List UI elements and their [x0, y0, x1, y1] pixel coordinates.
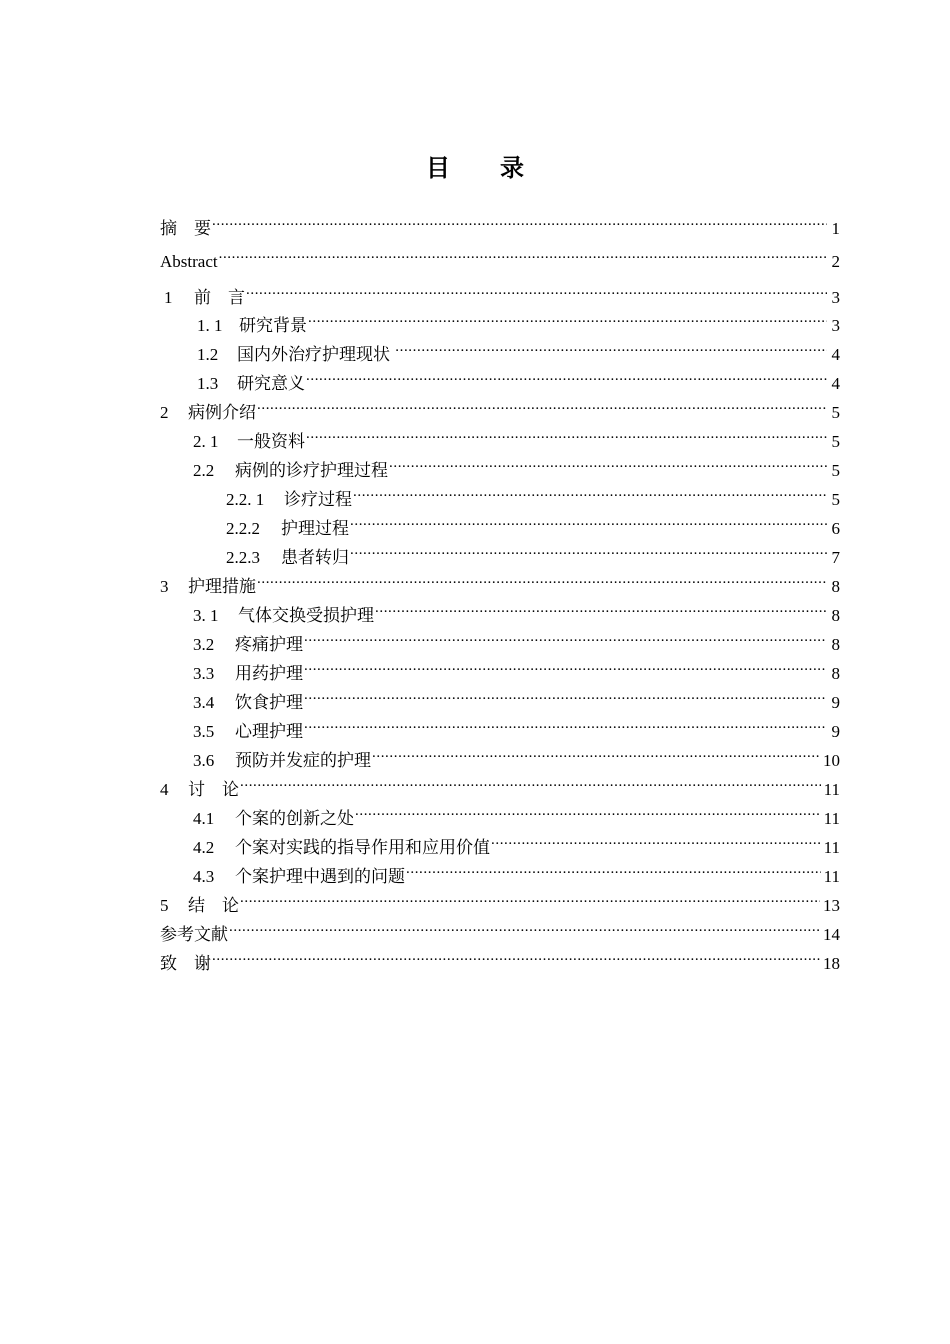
toc-page-number: 8	[831, 664, 840, 683]
toc-page-number: 11	[823, 780, 840, 799]
toc-dot-leader	[350, 537, 827, 563]
toc-entry[interactable]	[160, 827, 840, 857]
toc-entry-label: 用药护理	[235, 664, 303, 683]
toc-entry[interactable]	[160, 595, 840, 625]
toc-page-number: 11	[823, 867, 840, 886]
toc-dot-leader	[212, 208, 827, 234]
toc-dot-leader	[229, 914, 820, 940]
toc-entry-number: 4.2	[193, 838, 215, 857]
toc-entry[interactable]	[160, 682, 840, 712]
toc-entry-number: 3.3	[193, 664, 215, 683]
toc-page-number: 1	[831, 219, 840, 238]
toc-dot-leader	[355, 798, 821, 824]
toc-dot-leader	[491, 827, 821, 853]
toc-entry-label: 患者转归	[281, 548, 349, 567]
toc-dot-leader	[240, 769, 821, 795]
toc-entry[interactable]	[160, 885, 840, 915]
toc-page-number: 8	[831, 635, 840, 654]
toc-entry-label: 参考文献	[160, 925, 228, 944]
toc-page-number: 4	[831, 374, 840, 393]
toc-entry-label: 讨 论	[188, 780, 239, 799]
toc-dot-leader	[257, 566, 827, 592]
toc-page-number: 9	[831, 722, 840, 741]
toc-entry-label: 心理护理	[235, 722, 303, 741]
toc-page-number: 4	[831, 345, 840, 364]
toc-entry-number: 1.3	[197, 374, 219, 393]
toc-dot-leader	[306, 363, 827, 389]
toc-dot-leader	[246, 277, 827, 303]
toc-page-number: 5	[831, 490, 840, 509]
toc-entry[interactable]	[160, 769, 840, 799]
toc-entry-label: 个案护理中遇到的问题	[235, 867, 405, 886]
toc-entry[interactable]	[160, 566, 840, 596]
toc-entry-label: 前 言	[194, 288, 245, 307]
toc-page-number: 8	[831, 577, 840, 596]
toc-page-number: 2	[831, 252, 840, 271]
toc-entry-label: 致 谢	[160, 954, 211, 973]
toc-dot-leader	[406, 856, 821, 882]
toc-entry-number: 3	[160, 577, 169, 596]
toc-entry-number: 2.2. 1	[226, 490, 265, 509]
toc-dot-leader	[389, 450, 827, 476]
toc-page-number: 7	[831, 548, 840, 567]
toc-entry-label: 饮食护理	[235, 693, 303, 712]
toc-entry[interactable]	[160, 943, 840, 973]
toc-entry-number: 3.2	[193, 635, 215, 654]
toc-page-number: 9	[831, 693, 840, 712]
toc-entry-number: 2.2	[193, 461, 215, 480]
toc-page-number: 11	[823, 809, 840, 828]
toc-entry-label: 结 论	[188, 896, 239, 915]
toc-entry[interactable]	[160, 537, 840, 567]
toc-entry[interactable]	[160, 479, 840, 509]
toc-dot-leader	[306, 421, 827, 447]
toc-entry-label: 预防并发症的护理	[235, 751, 371, 770]
toc-entry[interactable]	[160, 363, 840, 393]
toc-entry-number: 2.2.3	[226, 548, 260, 567]
toc-entry[interactable]	[160, 208, 840, 238]
toc-entry-label: 一般资料	[237, 432, 305, 451]
toc-dot-leader	[308, 305, 827, 331]
toc-entry[interactable]	[160, 914, 840, 944]
toc-dot-leader	[212, 943, 820, 969]
toc-page-number: 13	[823, 896, 840, 915]
toc-entry-label: 研究意义	[237, 374, 305, 393]
toc-entry[interactable]	[160, 740, 840, 770]
toc-entry-number: 5	[160, 896, 169, 915]
toc-page-number: 6	[831, 519, 840, 538]
toc-page-number: 5	[831, 432, 840, 451]
toc-entry-label: 疼痛护理	[235, 635, 303, 654]
toc-dot-leader	[375, 595, 827, 621]
toc-entry[interactable]	[160, 392, 840, 422]
toc-entry[interactable]	[160, 856, 840, 886]
toc-entry-number: 3.4	[193, 693, 215, 712]
toc-entry[interactable]	[160, 334, 840, 364]
toc-entry-label: 护理措施	[188, 577, 256, 596]
toc-entry-label: 诊疗过程	[284, 490, 352, 509]
toc-entry-label: 病例的诊疗护理过程	[235, 461, 388, 480]
toc-entry[interactable]	[160, 305, 840, 335]
toc-entry-label: 国内外治疗护理现状	[237, 345, 395, 364]
toc-title: 目 录	[426, 156, 546, 182]
toc-entry-number: 2	[160, 403, 169, 422]
toc-page-number: 18	[823, 954, 840, 973]
toc-page-number: 3	[831, 316, 840, 335]
toc-entry-label: 病例介绍	[188, 403, 256, 422]
toc-dot-leader	[257, 392, 827, 418]
toc-entry-number: 3.6	[193, 751, 215, 770]
toc-dot-leader	[395, 334, 827, 360]
toc-entry[interactable]	[160, 421, 840, 451]
toc-entry-label: 护理过程	[281, 519, 349, 538]
toc-page-number: 8	[831, 606, 840, 625]
toc-entry-number: 4	[160, 780, 169, 799]
toc-entry-number: 3.5	[193, 722, 215, 741]
toc-dot-leader	[372, 740, 820, 766]
toc-entry-label: 研究背景	[239, 316, 307, 335]
toc-entry-number: 4.1	[193, 809, 215, 828]
toc-entry-label: Abstract	[160, 252, 218, 271]
toc-dot-leader	[304, 682, 827, 708]
toc-entry-number: 2. 1	[193, 432, 219, 451]
toc-page-number: 3	[831, 288, 840, 307]
toc-entry[interactable]	[160, 241, 840, 271]
toc-dot-leader	[304, 653, 827, 679]
toc-entry-number: 3. 1	[193, 606, 219, 625]
toc-dot-leader	[353, 479, 827, 505]
toc-dot-leader	[350, 508, 827, 534]
toc-entry-number: 4.3	[193, 867, 215, 886]
toc-dot-leader	[304, 711, 827, 737]
toc-entry[interactable]	[160, 450, 840, 480]
toc-page-number: 14	[823, 925, 840, 944]
toc-entry-label: 个案对实践的指导作用和应用价值	[235, 838, 490, 857]
toc-dot-leader	[304, 624, 827, 650]
toc-entry-number: 1.2	[197, 345, 219, 364]
toc-page-number: 5	[831, 403, 840, 422]
toc-entry[interactable]	[160, 711, 840, 741]
toc-entry[interactable]	[160, 798, 840, 828]
toc-dot-leader	[240, 885, 820, 911]
toc-entry-label: 个案的创新之处	[235, 809, 354, 828]
toc-entry-label: 气体交换受损护理	[238, 606, 374, 625]
toc-page-number: 11	[823, 838, 840, 857]
toc-entry-label: 摘 要	[160, 219, 211, 238]
toc-entry[interactable]	[160, 624, 840, 654]
toc-entry[interactable]	[160, 653, 840, 683]
toc-entry-number: 2.2.2	[226, 519, 260, 538]
toc-entry-number: 1	[164, 288, 173, 307]
toc-page-number: 5	[831, 461, 840, 480]
toc-entry[interactable]	[160, 277, 840, 307]
toc-entry[interactable]	[160, 508, 840, 538]
toc-dot-leader	[219, 241, 827, 267]
toc-entry-number: 1. 1	[197, 316, 223, 335]
toc-page-number: 10	[823, 751, 840, 770]
